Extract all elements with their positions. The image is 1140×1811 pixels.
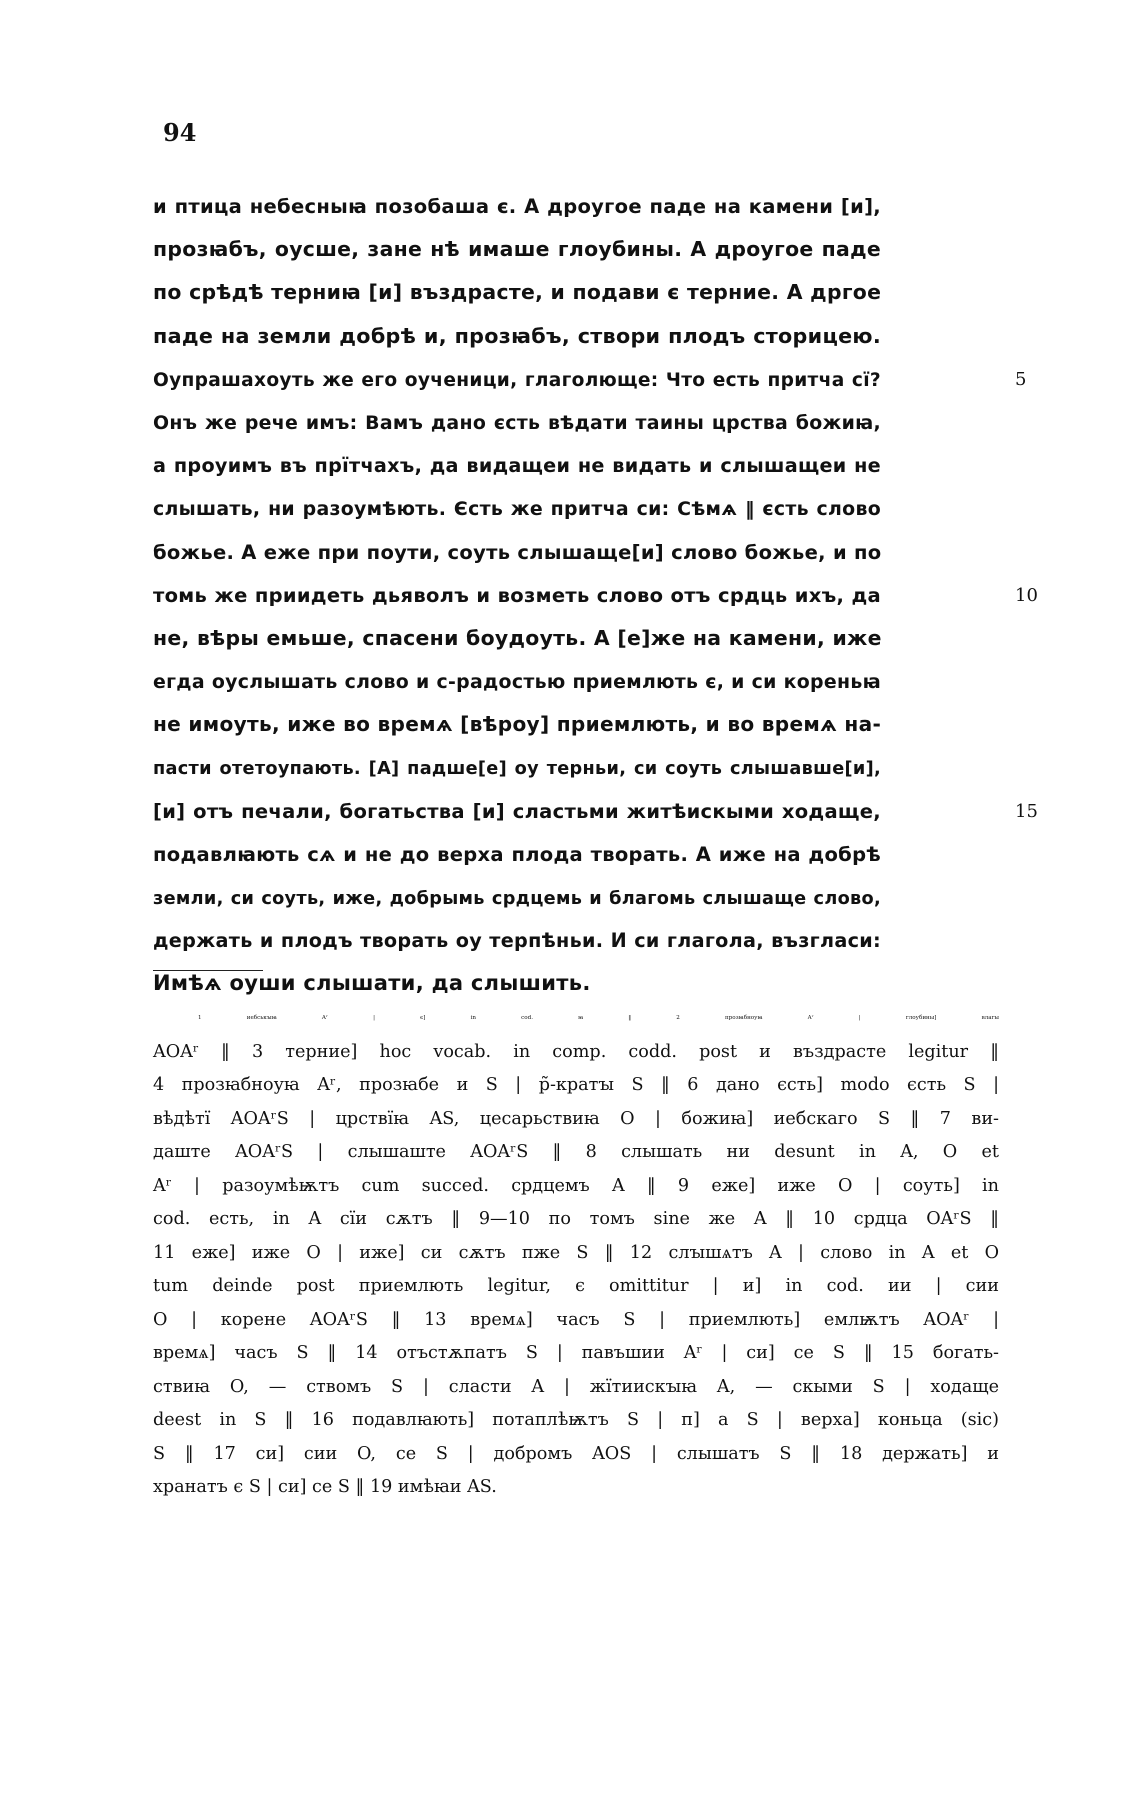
text-line <box>153 617 881 660</box>
text-line <box>153 833 881 876</box>
footnote-line: ствиꙗ O, — ствомъ S | сласти A | жїтиискꙑꙗ A, — скыми S | ходаще <box>153 1376 999 1397</box>
text-line-content: по срѣдѣ терниꙗ [и] въздрасте, и подави є терние. А дргое <box>153 280 882 305</box>
footnote-line: Aʳ | разоумѣѭтъ cum succed. срдцемъ A ‖ 9 еже] иже O | соуть] in <box>153 1175 999 1196</box>
line-number: 5 <box>1015 368 1027 390</box>
text-line-content: пасти отетоупають. [А] падше[е] оу терньи, си соуть слышавше[и], <box>153 759 881 780</box>
text-line <box>153 962 881 1005</box>
footnote-line: 1 иебськꙑꙗ Aʳ | є] in cod. ꙗ ‖ 2 прозꙗбноуꙗ Aʳ | глоубины] влагы <box>198 1015 999 1021</box>
text-line-content: не, вѣры емьше, спасени боудоуть. А [е]же на камени, иже <box>153 625 882 650</box>
footnote-line: хранатъ є S | си] се S ‖ 19 имѣꙗи AS. <box>153 1477 497 1497</box>
text-line <box>153 271 881 314</box>
text-line-content: егда оуслышать слово и с-радостью приемлють є, и си кореньꙗ <box>153 671 881 694</box>
text-line-content: не имоуть, иже во времѧ [вѣроу] приемлють, и во времѧ на- <box>153 712 882 737</box>
text-line <box>153 660 881 703</box>
footnote-line: AOAʳ ‖ 3 терние] hoc vocab. in comp. codd. post и въздрасте legitur ‖ <box>153 1041 999 1062</box>
text-line <box>153 746 881 789</box>
text-line-content: паде на земли добрѣ и, прозꙗбъ, створи плодъ сторицею. <box>153 323 881 348</box>
footnotes <box>153 1002 999 1505</box>
text-line-content: слышать, ни разоумѣють. Єсть же притча си: Сѣмѧ ‖ єсть слово <box>153 498 881 521</box>
text-line-content: подавлꙗють сѧ и не до верха плода творать. А иже на добрѣ <box>153 842 881 866</box>
text-line-content: держать и плодъ творать оу терпѣньи. И си глагола, възгласи: <box>153 929 881 953</box>
text-line-content: томь же приидеть дьяволъ и возметь слово отъ срдць ихъ, да <box>153 583 881 607</box>
text-line <box>153 574 1038 617</box>
text-line-content: и птица небесныꙗ позобаша є. А дроугое паде на камени [и], <box>153 195 881 218</box>
text-line-content: а проуимъ въ прїтчахъ, да видащеи не видать и слышащеи не <box>153 454 881 478</box>
text-line-content: земли, си соуть, иже, добрымь срдцемь и благомь слышаще слово, <box>153 889 881 909</box>
text-line <box>153 487 881 530</box>
text-line-content: прозꙗбъ, оусше, зане нѣ имаше глоубины. А дроугое паде <box>153 237 881 262</box>
text-line-content: Онъ же рече имъ: Вамъ дано єсть вѣдати таины црства божиꙗ, <box>153 411 881 434</box>
text-line <box>153 790 1038 833</box>
line-number: 15 <box>1015 800 1038 822</box>
footnote-line: cod. есть, in A сїи сѫтъ ‖ 9—10 по томъ sine же A ‖ 10 срдца OAʳS ‖ <box>153 1209 999 1229</box>
footnote-line: 11 еже] иже O | иже] си сѫтъ пже S ‖ 12 слꙑшѧтъ A | слово in A et O <box>153 1242 999 1263</box>
footnote-line: даште AOAʳS | слышаште AOAʳS ‖ 8 слышать ни desunt in A, O et <box>153 1142 999 1162</box>
text-line-content: Оупрашахоуть же его оученици, глаголюще: Что есть притча сї? <box>153 369 881 391</box>
footnote-line: 4 прозꙗбноуꙗ Aʳ, прозꙗбе и S | р̃-кратꙑ S ‖ 6 дано єсть] modo єсть S | <box>153 1075 999 1095</box>
text-line <box>153 185 881 228</box>
text-line <box>153 531 881 574</box>
text-line <box>153 315 881 358</box>
text-line-content: Имѣѧ оуши слышати, да слышить. <box>153 971 591 996</box>
text-line <box>153 919 881 962</box>
text-line <box>153 444 881 487</box>
text-line <box>153 703 881 746</box>
footnote-line: deest in S ‖ 16 подавлꙗють] потаплѣѭтъ S | п] а S | верха] коньца (sic) <box>153 1410 999 1430</box>
footnote-line: tum deinde post приемлють legitur, є omittitur | и] in cod. ии | сии <box>153 1276 999 1296</box>
text-line <box>153 401 881 444</box>
text-line-content: божье. А еже при поути, соуть слышаще[и] слово божье, и по <box>153 540 882 564</box>
text-line <box>153 876 881 919</box>
footnote-line: S ‖ 17 си] сии O, се S | добромъ AOS | слышатъ S ‖ 18 держать] и <box>153 1443 999 1464</box>
footnote-line: времѧ] часъ S ‖ 14 отъстѫпатъ S | павъшии Aʳ | си] се S ‖ 15 богать- <box>153 1343 999 1363</box>
text-line <box>153 228 881 271</box>
footnote-divider <box>153 970 263 971</box>
footnote-line: вѣдѣтї AOAʳS | црствїꙗ AS, цесарьствиꙗ O | божиꙗ] иебскаго S ‖ 7 ви- <box>153 1108 999 1129</box>
page-number: 94 <box>163 118 197 147</box>
main-text <box>153 185 1038 1006</box>
line-number: 10 <box>1015 584 1038 606</box>
text-line <box>153 358 1027 401</box>
text-line-content: [и] отъ печали, богатьства [и] сластьми житѣискыми ходаще, <box>153 799 881 823</box>
footnote-line: O | корене AOAʳS ‖ 13 времѧ] часъ S | приемлють] емлѭтъ AOAʳ | <box>153 1309 999 1330</box>
